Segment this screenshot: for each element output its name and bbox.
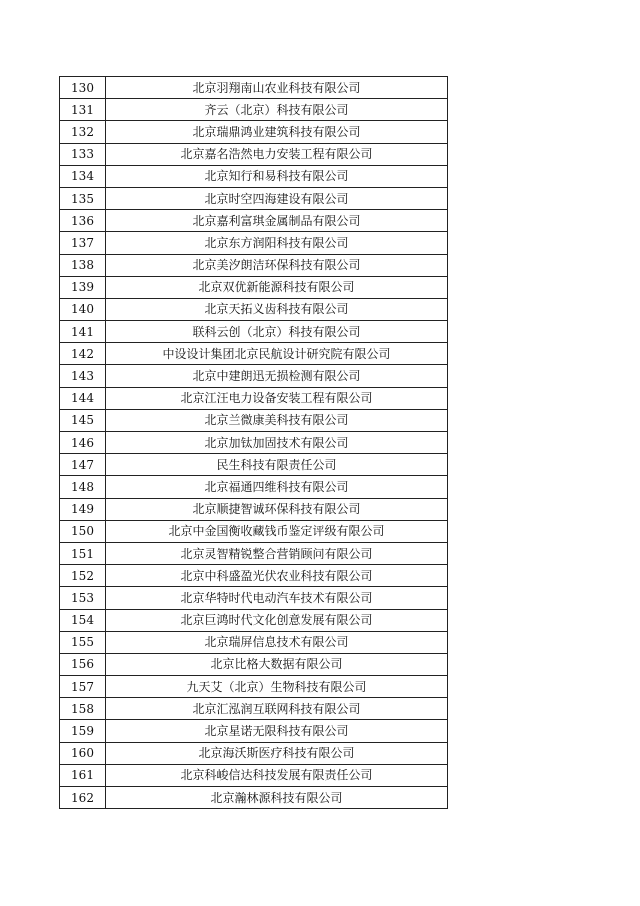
row-number-cell: 146 bbox=[60, 432, 106, 454]
company-name-cell: 北京嘉利富琪金属制品有限公司 bbox=[106, 210, 448, 232]
table-row bbox=[60, 432, 448, 454]
company-name-cell: 九天艾（北京）生物科技有限公司 bbox=[106, 676, 448, 698]
table-row bbox=[60, 387, 448, 409]
company-name-cell: 中设设计集团北京民航设计研究院有限公司 bbox=[106, 343, 448, 365]
company-name-cell: 北京羽翔南山农业科技有限公司 bbox=[106, 77, 448, 99]
row-number-cell: 155 bbox=[60, 631, 106, 653]
table-row bbox=[60, 764, 448, 786]
company-name-cell: 北京天拓义齿科技有限公司 bbox=[106, 298, 448, 320]
table-row bbox=[60, 631, 448, 653]
row-number-cell: 160 bbox=[60, 742, 106, 764]
row-number-cell: 134 bbox=[60, 165, 106, 187]
row-number-cell: 157 bbox=[60, 676, 106, 698]
company-name-cell: 北京中科盛盈光伏农业科技有限公司 bbox=[106, 565, 448, 587]
company-name-cell: 北京比格大数据有限公司 bbox=[106, 653, 448, 675]
company-name-cell: 民生科技有限责任公司 bbox=[106, 454, 448, 476]
table-row bbox=[60, 121, 448, 143]
table-row bbox=[60, 77, 448, 99]
table-row bbox=[60, 210, 448, 232]
row-number-cell: 130 bbox=[60, 77, 106, 99]
table-row bbox=[60, 454, 448, 476]
row-number-cell: 161 bbox=[60, 764, 106, 786]
table-row bbox=[60, 165, 448, 187]
row-number-cell: 156 bbox=[60, 653, 106, 675]
table-row bbox=[60, 520, 448, 542]
row-number-cell: 140 bbox=[60, 298, 106, 320]
table-row bbox=[60, 143, 448, 165]
company-name-cell: 北京福通四维科技有限公司 bbox=[106, 476, 448, 498]
table-row bbox=[60, 321, 448, 343]
row-number-cell: 143 bbox=[60, 365, 106, 387]
company-name-cell: 北京海沃斯医疗科技有限公司 bbox=[106, 742, 448, 764]
company-name-cell: 北京瑞鼎鸿业建筑科技有限公司 bbox=[106, 121, 448, 143]
company-name-cell: 北京中金国衡收藏钱币鉴定评级有限公司 bbox=[106, 520, 448, 542]
table-row bbox=[60, 676, 448, 698]
table-row bbox=[60, 99, 448, 121]
table-row bbox=[60, 787, 448, 809]
row-number-cell: 135 bbox=[60, 187, 106, 209]
row-number-cell: 138 bbox=[60, 254, 106, 276]
company-name-cell: 北京兰微康美科技有限公司 bbox=[106, 409, 448, 431]
table-row bbox=[60, 653, 448, 675]
company-name-cell: 北京科峻信达科技发展有限责任公司 bbox=[106, 764, 448, 786]
company-name-cell: 北京江汪电力设备安装工程有限公司 bbox=[106, 387, 448, 409]
table-row bbox=[60, 298, 448, 320]
table-row bbox=[60, 476, 448, 498]
row-number-cell: 153 bbox=[60, 587, 106, 609]
row-number-cell: 154 bbox=[60, 609, 106, 631]
table-body bbox=[60, 77, 448, 809]
company-name-cell: 北京加钛加固技术有限公司 bbox=[106, 432, 448, 454]
table-row bbox=[60, 187, 448, 209]
row-number-cell: 151 bbox=[60, 542, 106, 564]
table-row bbox=[60, 742, 448, 764]
row-number-cell: 133 bbox=[60, 143, 106, 165]
row-number-cell: 148 bbox=[60, 476, 106, 498]
row-number-cell: 152 bbox=[60, 565, 106, 587]
row-number-cell: 137 bbox=[60, 232, 106, 254]
row-number-cell: 139 bbox=[60, 276, 106, 298]
table-row bbox=[60, 254, 448, 276]
table-row bbox=[60, 409, 448, 431]
company-name-cell: 北京美汐朗洁环保科技有限公司 bbox=[106, 254, 448, 276]
table-row bbox=[60, 609, 448, 631]
row-number-cell: 142 bbox=[60, 343, 106, 365]
row-number-cell: 141 bbox=[60, 321, 106, 343]
company-name-cell: 北京华特时代电动汽车技术有限公司 bbox=[106, 587, 448, 609]
row-number-cell: 162 bbox=[60, 787, 106, 809]
row-number-cell: 159 bbox=[60, 720, 106, 742]
row-number-cell: 132 bbox=[60, 121, 106, 143]
table-row bbox=[60, 720, 448, 742]
table-row bbox=[60, 587, 448, 609]
table-row bbox=[60, 343, 448, 365]
company-name-cell: 北京嘉名浩然电力安装工程有限公司 bbox=[106, 143, 448, 165]
row-number-cell: 150 bbox=[60, 520, 106, 542]
row-number-cell: 145 bbox=[60, 409, 106, 431]
company-name-cell: 联科云创（北京）科技有限公司 bbox=[106, 321, 448, 343]
company-name-cell: 北京星诺无限科技有限公司 bbox=[106, 720, 448, 742]
row-number-cell: 131 bbox=[60, 99, 106, 121]
company-name-cell: 北京知行和易科技有限公司 bbox=[106, 165, 448, 187]
table-row bbox=[60, 232, 448, 254]
table-row bbox=[60, 498, 448, 520]
company-name-cell: 北京东方润阳科技有限公司 bbox=[106, 232, 448, 254]
company-name-cell: 北京瑞屏信息技术有限公司 bbox=[106, 631, 448, 653]
company-name-cell: 北京巨鸿时代文化创意发展有限公司 bbox=[106, 609, 448, 631]
row-number-cell: 136 bbox=[60, 210, 106, 232]
company-name-cell: 北京顺捷智诚环保科技有限公司 bbox=[106, 498, 448, 520]
company-name-cell: 齐云（北京）科技有限公司 bbox=[106, 99, 448, 121]
row-number-cell: 147 bbox=[60, 454, 106, 476]
table-row bbox=[60, 365, 448, 387]
company-name-cell: 北京双优新能源科技有限公司 bbox=[106, 276, 448, 298]
company-name-cell: 北京灵智精锐整合营销顾问有限公司 bbox=[106, 542, 448, 564]
table-row bbox=[60, 698, 448, 720]
table-row bbox=[60, 565, 448, 587]
table-row bbox=[60, 542, 448, 564]
company-list-table bbox=[59, 76, 448, 809]
company-name-cell: 北京瀚林源科技有限公司 bbox=[106, 787, 448, 809]
company-name-cell: 北京时空四海建设有限公司 bbox=[106, 187, 448, 209]
row-number-cell: 144 bbox=[60, 387, 106, 409]
row-number-cell: 149 bbox=[60, 498, 106, 520]
table-row bbox=[60, 276, 448, 298]
company-name-cell: 北京汇泓润互联网科技有限公司 bbox=[106, 698, 448, 720]
row-number-cell: 158 bbox=[60, 698, 106, 720]
company-name-cell: 北京中建朗迅无损检测有限公司 bbox=[106, 365, 448, 387]
